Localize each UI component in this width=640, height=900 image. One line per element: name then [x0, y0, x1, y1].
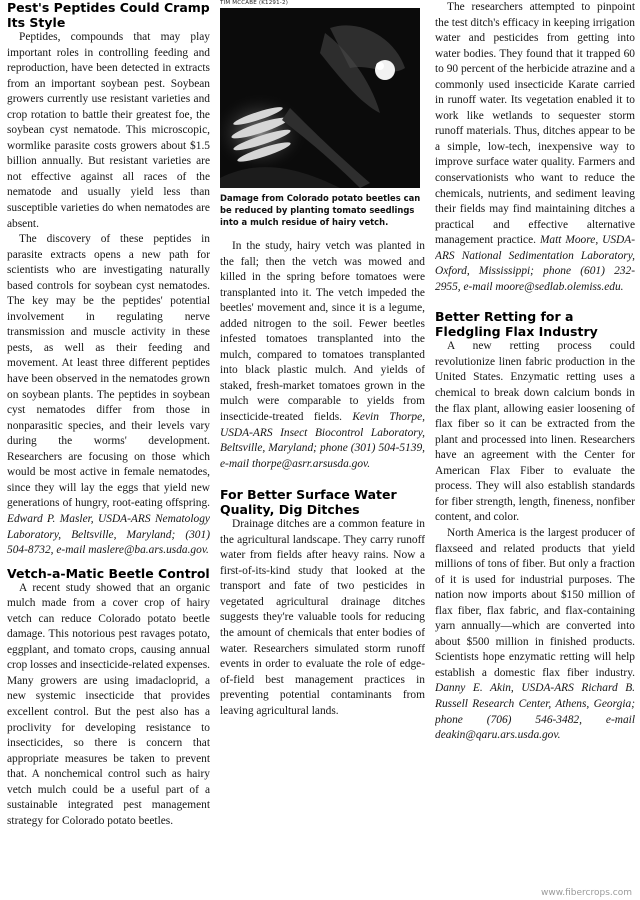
peptides-paragraph-1: Peptides, compounds that may play important roles in controlling feeding and reproduction, have been detected in extracts from an important soybean pest. Soybean growers currently use resistant varieties and crop rotation to battle their greatest foe, the soybean cyst nematode. This microscopic, wormlike parasite costs growers about $1.5 billion annually. But resistant varieties are not effective against all races of the nematode and usually yield less than susceptible varieties do when nematodes are absent. — [7, 31, 210, 230]
flax-signature: Danny E. Akin, USDA-ARS Richard B. Russell Research Center, Athens, Georgia; phone (706) 546-3482, e-mail deakin@qaru.ars.usda.gov. — [435, 682, 635, 742]
ditches-signature: Matt Moore, USDA-ARS National Sedimentation Laboratory, Oxford, Mississippi; phone (601) 232-2955, e-mail moore@sedlab.olemiss.edu. — [435, 234, 635, 293]
vetch-title: Vetch-a-Matic Beetle Control — [7, 565, 210, 581]
column-left — [7, 0, 210, 900]
peptides-paragraph-2 — [7, 232, 210, 558]
ditches-paragraph-2 — [435, 0, 635, 295]
column-right — [435, 0, 635, 900]
flax-title: Better Retting for a Fledgling Flax Industry — [435, 309, 598, 340]
flax-paragraph-1: A new retting process could revolutionize linen fabric production in the United States. Enzymatic retting uses a chemical to break down calcium bonds in the flax plant, allowing easier loosening of flax fiber so it can be extracted from the plant and processed into linen. Researchers have an agreement with the Center for American Flax Fiber to evaluate the process. They will also establish standards for fiber strength, length, fineness, nonfiber content, and color. — [435, 340, 635, 524]
beetle-damage-photo — [220, 8, 420, 188]
ditches-paragraph-2-text: The researchers attempted to pinpoint the test ditch's efficacy in keeping irrigation water and pesticides from getting into water bodies. They found that it trapped 60 to 90 percent of the herbicide atrazine and a commonly used insecticide Karate carried in runoff water. Its vegetation enabled it to work like wetlands to sequester storm runoff materials. Thus, ditches appear to be a simple, low-tech, inexpensive way to improve surface water quality. Farmers and conservationists who want to reduce the chemicals, nutrients, and sediment leaving their fields may find maintaining ditches a practical and effective alternative management practice. — [435, 1, 635, 247]
peptides-title: Pest's Peptides Could Cramp Its Style — [7, 0, 210, 30]
photo-caption: Damage from Colorado potato beetles can be reduced by planting tomato seedlings into a mulch residue of hairy vetch. — [220, 193, 421, 227]
vetch-paragraph-2 — [220, 239, 425, 472]
photo-credit: TIM MCCABE (K1291-2) — [220, 0, 289, 6]
flax-paragraph-2-text: North America is the largest producer of flaxseed and related products that yield millions of tons of fiber. But only a fraction of it is used for industrial purposes. The nation now imports about $150 million of flax fiber, flax fabric, and flax-containing yarn annually—which are converted into about $500 million in finished products. Scientists hope enzymatic retting will help establish a domestic flax fiber industry. — [435, 526, 635, 679]
watermark: www.fibercrops.com — [541, 888, 632, 898]
ditches-title: For Better Surface Water Quality, Dig Ditches — [220, 487, 397, 518]
photo-image — [220, 8, 420, 188]
peptides-paragraph-2-text: The discovery of these peptides in parasite extracts opens a new path for scientists who are investigating naturally based controls for soybean cyst nematodes. The key may be the peptides' potential involvement in regulating nerve transmission and muscle activity in these pests, as well as their feeding and movement. At least three different peptides have been observed in the nematodes grown on soybean plants. The peptides in soybean cyst nematodes differ from those in nonparasitic species, and their levels vary during the worms' development. Researchers are focusing on those which would be most active in female nematodes, since they will lay the eggs that yield new generations of hungry, root-eating offspring. — [7, 233, 210, 510]
ditches-paragraph-1: Drainage ditches are a common feature in the agricultural landscape. They carry runoff water from fields after heavy rains. Now a first-of-its-kind study that looked at the transport and fate of two pesticides in vegetated agricultural drainage ditches suggests they're valuable tools for reducing the amount of chemicals that enter bodies of water. Researchers simulated storm runoff events in order to evaluate the role of edge-of-field best management practices in preventing potential contaminants from leaving agricultural lands. — [220, 518, 425, 717]
vetch-paragraph-2-text: In the study, hairy vetch was planted in the fall; then the vetch was mowed and killed in the spring before tomatoes were transplanted into it. The vetch impeded the beetles' movement and, since it is a legume, added nitrogen to the soil. Fewer beetles infested tomatoes transplanted into the mulch, compared to tomatoes transplanted into black plastic mulch. And yields of staked, fresh-market tomatoes grown in the mulch were comparable to yields from insecticide-treated fields. — [220, 240, 425, 424]
column-middle — [220, 0, 425, 900]
vetch-paragraph-1: A recent study showed that an organic mulch made from a cover crop of hairy vetch can reduce Colorado potato beetle damage. This notorious pest ravages potato, eggplant, and tomato crops, causing annual crop losses and insecticide-related expenses. Many growers are using imadacloprid, a new systemic insecticide that provides excellent control. But the pest also has a proclivity for developing resistance to insecticides, so there is concern that appropriate measures be taken to prevent that. A nonchemical control such as hairy vetch mulch could be a useful part of a sustainable integrated pest management strategy for Colorado potato beetles. — [7, 581, 210, 827]
vetch-signature: Kevin Thorpe, USDA-ARS Insect Biocontrol Laboratory, Beltsville, Maryland; phone (301) 504-5139, e-mail thorpe@asrr.arsusda.gov. — [220, 411, 425, 470]
flax-paragraph-2 — [435, 526, 635, 744]
peptides-signature: Edward P. Masler, USDA-ARS Nematology Laboratory, Beltsville, Maryland; (301) 504-8732, e-mail maslere@ba.ars.usda.gov. — [7, 512, 210, 557]
